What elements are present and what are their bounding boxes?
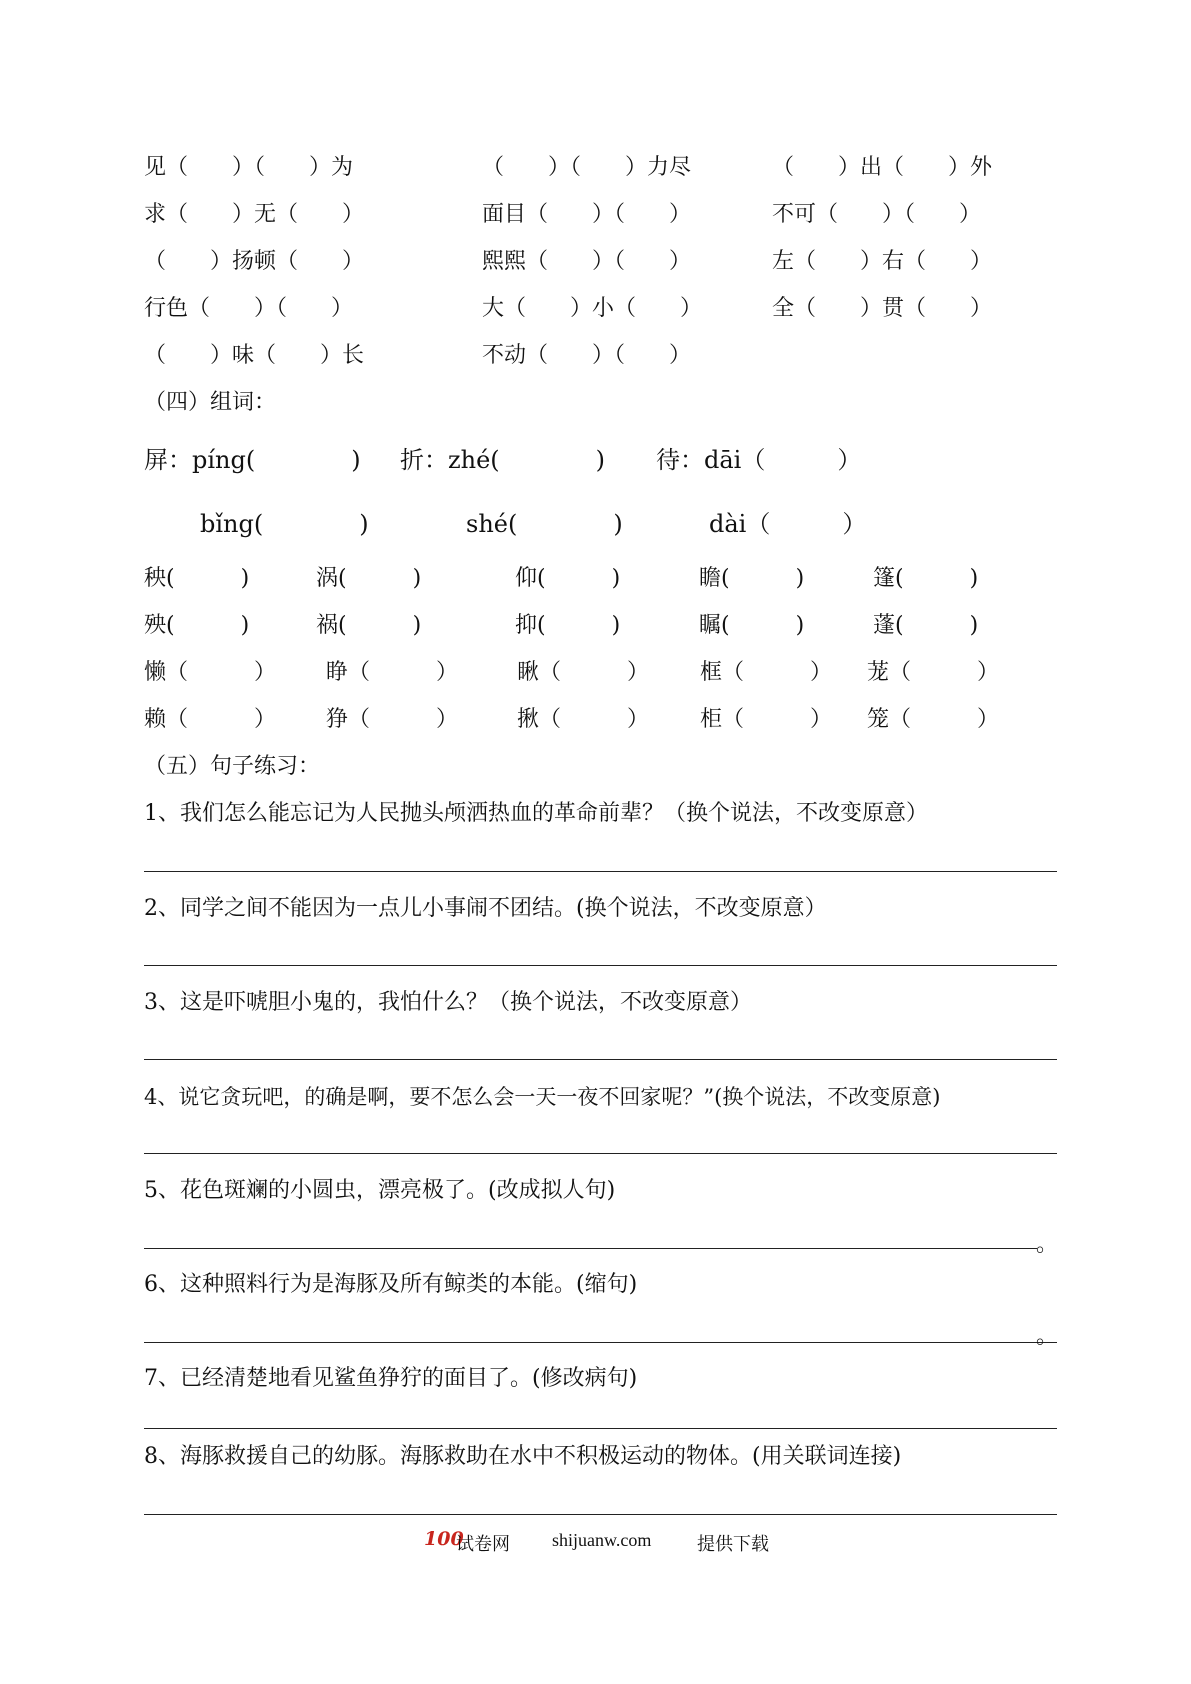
char-item: 瞅（ ） (517, 660, 650, 685)
idiom-item: 面目（ ）（ ） (482, 202, 692, 227)
end-mark: 。 (1036, 1324, 1059, 1349)
char-item: 殃( ) (144, 613, 250, 638)
answer-line-2[interactable] (144, 965, 1057, 966)
char-item: 篷( ) (873, 566, 979, 591)
pinyin-item: dài（ ） (709, 510, 867, 538)
pinyin-item: shé( ) (466, 510, 623, 538)
idiom-item: 行色（ ）（ ） (144, 296, 354, 321)
idiom-item: （ ）味（ ）长 (144, 343, 365, 368)
char-item: 瞩( ) (699, 613, 805, 638)
pinyin-item: 折：zhé( ) (400, 446, 606, 474)
pinyin-item: bǐng( ) (200, 510, 369, 538)
question-5: 5、花色斑斓的小圆虫，漂亮极了。(改成拟人句) (144, 1178, 616, 1203)
idiom-item: 大（ ）小（ ） (482, 296, 703, 321)
answer-line-4[interactable] (144, 1153, 1057, 1154)
idiom-item: 不可（ ）（ ） (772, 202, 982, 227)
char-item: 睁（ ） (326, 660, 459, 685)
answer-line-3[interactable] (144, 1059, 1057, 1060)
idiom-item: 左（ ）右（ ） (772, 249, 993, 274)
char-item: 赖（ ） (144, 707, 277, 732)
end-mark: 。 (1036, 1232, 1059, 1257)
answer-line-5[interactable] (144, 1248, 1037, 1249)
idiom-item: （ ）扬顿（ ） (144, 249, 365, 274)
question-4: 4、说它贪玩吧，的确是啊，要不怎么会一天一夜不回家呢？”(换个说法，不改变原意) (144, 1085, 941, 1109)
char-item: 狰（ ） (326, 707, 459, 732)
char-item: 祸( ) (316, 613, 422, 638)
idiom-item: 见（ ）（ ）为 (144, 155, 354, 180)
answer-line-1[interactable] (144, 871, 1057, 872)
idiom-item: 不动（ ）（ ） (482, 343, 692, 368)
idiom-item: 全（ ）贯（ ） (772, 296, 993, 321)
question-6: 6、这种照料行为是海豚及所有鲸类的本能。(缩句) (144, 1272, 638, 1297)
char-item: 秧( ) (144, 566, 250, 591)
idiom-item: 求（ ）无（ ） (144, 202, 365, 227)
char-item: 框（ ） (700, 660, 833, 685)
question-2: 2、同学之间不能因为一点儿小事闹不团结。(换个说法，不改变原意） (144, 896, 827, 921)
site-logo-text: 试卷网 (456, 1534, 510, 1555)
char-item: 涡( ) (316, 566, 422, 591)
site-logo: 100 (424, 1528, 464, 1550)
char-item: 仰( ) (515, 566, 621, 591)
char-item: 笼（ ） (867, 707, 1000, 732)
char-item: 蓬( ) (873, 613, 979, 638)
pinyin-item: 待：dāi（ ） (656, 446, 862, 474)
char-item: 抑( ) (515, 613, 621, 638)
question-1: 1、我们怎么能忘记为人民抛头颅洒热血的革命前辈？（换个说法，不改变原意） (144, 801, 928, 826)
question-7: 7、已经清楚地看见鲨鱼狰狞的面目了。(修改病句) (144, 1366, 638, 1391)
char-item: 茏（ ） (867, 660, 1000, 685)
answer-line-8[interactable] (144, 1514, 1057, 1515)
pinyin-item: 屏：píng( ) (144, 446, 361, 474)
provide-download-text: 提供下载 (697, 1534, 769, 1555)
char-item: 柜（ ） (700, 707, 833, 732)
answer-line-7[interactable] (144, 1428, 1057, 1429)
footer (0, 1528, 1191, 1558)
site-url[interactable]: shijuanw.com (552, 1530, 652, 1550)
section-4-title: （四）组词： (144, 390, 277, 415)
char-item: 揪（ ） (517, 707, 650, 732)
idiom-item: （ ）出（ ）外 (772, 155, 993, 180)
section-5-title: （五）句子练习： (144, 754, 321, 779)
answer-line-6[interactable] (144, 1342, 1057, 1343)
idiom-item: 熙熙（ ）（ ） (482, 249, 692, 274)
char-item: 懒（ ） (144, 660, 277, 685)
question-3: 3、这是吓唬胆小鬼的，我怕什么？（换个说法，不改变原意） (144, 990, 752, 1015)
question-8: 8、海豚救援自己的幼豚。海豚救助在水中不积极运动的物体。(用关联词连接) (144, 1444, 902, 1469)
idiom-item: （ ）（ ）力尽 (482, 155, 692, 180)
char-item: 瞻( ) (699, 566, 805, 591)
